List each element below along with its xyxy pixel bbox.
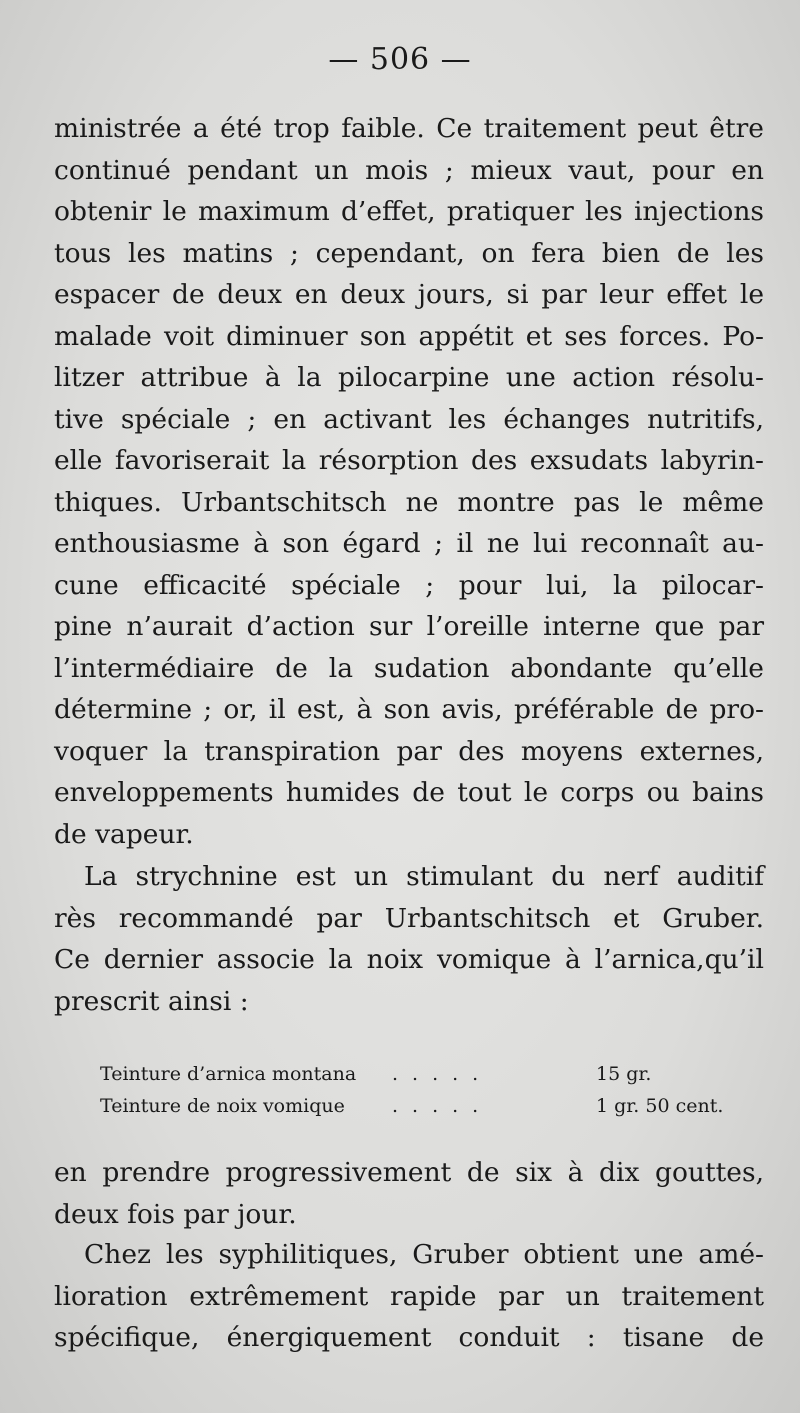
ingredient-dose: 1 gr. 50 cent.	[596, 1095, 724, 1117]
text-line: rès recommandé par Urbantschitsch et Gruber.	[54, 902, 764, 934]
paragraph-strychnine	[54, 856, 764, 1022]
ingredient-name: Teinture d’arnica montana	[100, 1063, 357, 1085]
text-line: tive spéciale ; en activant les échanges nutritifs,	[54, 403, 764, 435]
text-line: spécifique, énergiquement conduit : tisane de	[54, 1322, 764, 1353]
prescription-formula	[100, 1058, 750, 1122]
formula-row	[100, 1090, 750, 1122]
text-line: prescrit ainsi :	[54, 985, 249, 1017]
text-line: enveloppements humides de tout le corps ou bains	[54, 777, 764, 808]
ingredient-dose: 15 gr.	[596, 1063, 652, 1085]
text-line: Chez les syphilitiques, Gruber obtient une amé-	[84, 1239, 764, 1270]
page-number: — 506 —	[328, 42, 472, 77]
text-line: Ce dernier associe la noix vomique à l’arnica,qu’il	[54, 944, 764, 975]
text-line: l’intermédiaire de la sudation abondante qu’elle	[54, 652, 764, 684]
text-line: voquer la transpiration par des moyens externes,	[54, 735, 764, 767]
text-line: ministrée a été trop faible. Ce traitement peut être	[54, 113, 764, 144]
paragraph-dosage	[54, 1152, 764, 1235]
text-line: litzer attribue à la pilocarpine une action résolu-	[54, 362, 764, 393]
text-line: enthousiasme à son égard ; il ne lui reconnaît au-	[54, 528, 764, 559]
paragraph-pilocarpine	[54, 108, 764, 855]
leader-dots: .....	[392, 1063, 493, 1085]
text-line: lioration extrêmement rapide par un traitement	[54, 1280, 764, 1312]
text-line: elle favoriserait la résorption des exsudats labyrin-	[54, 445, 764, 476]
paragraph-syphilitics	[54, 1234, 764, 1359]
text-line: de vapeur.	[54, 818, 194, 850]
text-line: tous les matins ; cependant, on fera bien de les	[54, 237, 764, 269]
text-line: thiques. Urbantschitsch ne montre pas le même	[54, 486, 764, 518]
ingredient-name: Teinture de noix vomique	[100, 1095, 345, 1117]
text-line: obtenir le maximum d’effet, pratiquer les injections	[54, 196, 764, 227]
text-line: en prendre progressivement de six à dix gouttes,	[54, 1157, 764, 1188]
formula-row	[100, 1058, 750, 1090]
text-line: détermine ; or, il est, à son avis, préférable de pro-	[54, 694, 764, 725]
text-line: La strychnine est un stimulant du nerf auditif	[84, 861, 764, 892]
text-line: espacer de deux en deux jours, si par leur effet le	[54, 279, 764, 310]
text-line: continué pendant un mois ; mieux vaut, pour en	[54, 154, 764, 186]
leader-dots: .....	[392, 1095, 493, 1117]
text-line: pine n’aurait d’action sur l’oreille interne que par	[54, 611, 764, 642]
text-line: deux fois par jour.	[54, 1198, 297, 1230]
text-line: cune efficacité spéciale ; pour lui, la pilocar-	[54, 569, 764, 601]
text-line: malade voit diminuer son appétit et ses forces. Po-	[54, 320, 764, 352]
